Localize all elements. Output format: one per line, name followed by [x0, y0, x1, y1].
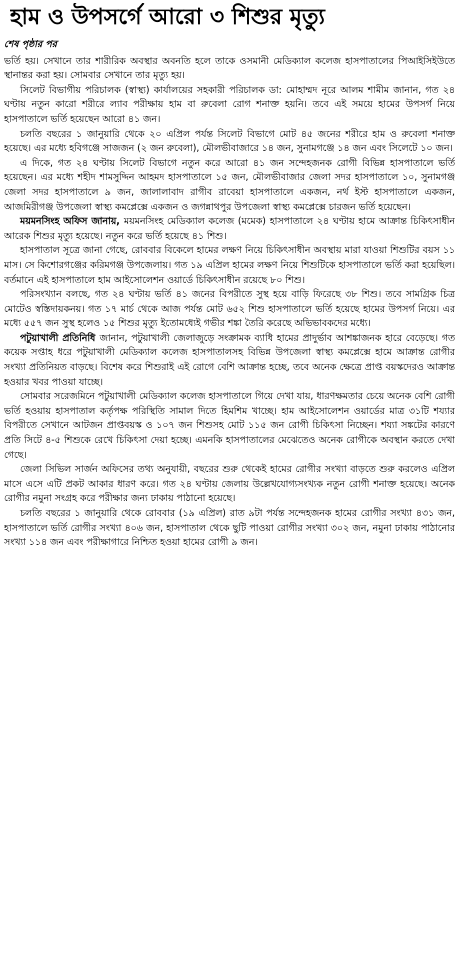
paragraph-text: জেলা সিভিল সার্জন অফিসের তথ্য অনুযায়ী, বছরের শুরু থেকেই হামের রোগীর সংখ্যা বাড়তে শুরু করলেও এপ্রিল মাসে এসে এটি প্রকট আকার ধারণ করে। গত ২৪ ঘণ্টায় জেলায় উল্লেখযোগ্যসংখ্যক নতুন রোগী শনাক্ত হয়েছে। অনেক রোগীর নমুনা সংগ্রহ করে পরীক্ষার জন্য ঢাকায় পাঠানো হয়েছে। — [4, 464, 455, 505]
article-paragraph — [4, 215, 455, 244]
headline: হাম ও উপসর্গে আরো ৩ শিশুর মৃত্যু — [10, 5, 325, 30]
paragraph-text: হাসপাতাল সূত্রে জানা গেছে, রোববার বিকেলে হামের লক্ষণ নিয়ে চিকিৎসাধীন অবস্থায় মারা যাওয়া শিশুটির বয়স ১১ মাস। সে কিশোরগঞ্জের করিমগঞ্জ উপজেলায়। গত ১৯ এপ্রিল হামের লক্ষণ নিয়ে শিশুটিকে হাসপাতালে ভর্তি করা হয়েছিল। বর্তমানে এই হাসপাতালে হাম আইসোলেশন ওয়ার্ডে চিকিৎসাধীন রয়েছে ৮০ শিশু। — [4, 245, 455, 286]
paragraph-text: পরিসংখ্যান বলছে, গত ২৪ ঘণ্টায় ভর্তি ৪১ জনের বিপরীতে সুস্থ হয়ে বাড়ি ফিরেছে ৩৮ শিশু। তবে সামগ্রিক চিত্র মোটেও স্বস্তিদায়কনয়। গত ১৭ মার্চ থেকে আজ পর্যন্ত মোট ৬৫২ শিশু হাসপাতালে ভর্তি হয়েছে হামের উপসর্গ নিয়ে। এর মধ্যে ৫৫৭ জন সুস্থ হলেও ১৫ শিশুর মৃত্যু ইতোমধ্যেই গভীর শঙ্কা তৈরি করেছে অভিভাবকদের মধ্যে। — [4, 289, 455, 330]
paragraph-text: সোমবার সরেজমিনে পটুয়াখালী মেডিক্যাল কলেজ হাসপাতালে গিয়ে দেখা যায়, ধারণক্ষমতার চেয়ে অনেক বেশি রোগী ভর্তি হওয়ায় হাসপাতাল কর্তৃপক্ষ পরিস্থিতি সামাল দিতে হিমশিম খাচ্ছে। হাম আইসোলেশন ওয়ার্ডের মাত্র ৩১টি শয্যার বিপরীতে সেখানে আটজন প্রাপ্তবয়স্ক ও ১০৭ জন শিশুসহ মোট ১১৫ জন রোগী চিকিৎসা নিচ্ছেন। শয্যা সঙ্কটের কারণে প্রতি সিটে ৪-৫ শিশুকে রেখে চিকিৎসা দেয়া হচ্ছে। এমনকি হাসপাতালের মেঝেতেও অনেক রোগীকে অবস্থান করতে দেখা গেছে। — [4, 391, 455, 461]
article-paragraph — [4, 244, 455, 288]
article-paragraph — [4, 463, 455, 507]
article-body — [4, 38, 455, 958]
paragraph-text: চলতি বছরের ১ জানুয়ারি থেকে রোববার (১৯ এপ্রিল) রাত ৯টা পর্যন্ত সন্দেহজনক হামের রোগীর সংখ্যা ৪৩১ জন, হাসপাতালে ভর্তি রোগীর সংখ্যা ৪০৬ জন, হাসপাতাল থেকে ছুটি পাওয়া রোগীর সংখ্যা ৩০২ জন, নমুনা ঢাকায় পাঠানোর সংখ্যা ১১৪ জন এবং পরীক্ষাগারে নিশ্চিত হওয়া হামের রোগী ৯ জন। — [4, 508, 455, 549]
paragraph-text: সিলেট বিভাগীয় পরিচালক (স্বাস্থ্য) কার্যালয়ের সহকারী পরিচালক ডা: মোহাম্মদ নূরে আলম শামীম জানান, গত ২৪ ঘণ্টায় নতুন কারো শরীরে ল্যাব পরীক্ষায় হাম বা রুবেলা রোগ শনাক্ত হয়নি। তবে এই সময়ে হামের উপসর্গ নিয়ে হাসপাতালে ভর্তি হয়েছেন আরো ৪১ জন। — [4, 84, 455, 125]
paragraph-byline: পটুয়াখালী প্রতিনিধি — [20, 332, 100, 344]
article-paragraph — [4, 157, 455, 215]
paragraph-text: ভর্তি হয়। সেখানে তার শারীরিক অবস্থার অবনতি হলে তাকে ওসমানী মেডিক্যাল কলেজ হাসপাতালের পিআইসিইউতে স্থানান্তর করা হয়। সোমবার সেখানে তার মৃত্যু হয়। — [4, 55, 455, 82]
paragraph-text: জানান, পটুয়াখালী জেলাজুড়ে সংক্রামক ব্যাধি হামের প্রাদুর্ভাব আশঙ্কাজনক হারে বেড়েছে। গত কয়েক সপ্তাহ ধরে পটুয়াখালী মেডিক্যাল কলেজ হাসপাতালসহ বিভিন্ন উপজেলা স্বাস্থ্য কমপ্লেক্সে হামে আক্রান্ত রোগীর সংখ্যা প্রতিনিয়ত বাড়ছে। বিশেষ করে শিশুরাই এই রোগে বেশি আক্রান্ত হচ্ছে, তবে অনেক ক্ষেত্রে প্রাপ্ত বয়স্কদেরও আক্রান্ত হওয়ার খবর পাওয়া যাচ্ছে। — [4, 332, 455, 388]
article-paragraph — [4, 332, 455, 390]
paragraph-text: চলতি বছরের ১ জানুয়ারি থেকে ২০ এপ্রিল পর্যন্ত সিলেট বিভাগে মোট ৪৫ জনের শরীরে হাম ও রুবেলা শনাক্ত হয়েছে। এর মধ্যে হবিগঞ্জে সাজজন (২ জন রুবেলা), মৌলভীবাজারে ১৪ জন, সুনামগঞ্জে ১৪ জন এবং সিলেটে ১০ জন। — [4, 128, 455, 155]
paragraph-list — [4, 55, 455, 551]
article-paragraph — [4, 507, 455, 551]
paragraph-text: ময়মনসিংহ মেডিক্যাল কলেজ (মমেক) হাসপাতালে ২৪ ঘণ্টায় হামে আক্রান্ত চিকিৎসাধীন আরেক শিশুর মৃত্যু হয়েছে। নতুন করে ভর্তি হয়েছে ৪১ শিশু। — [4, 216, 455, 242]
article-paragraph — [4, 84, 455, 128]
article-paragraph — [4, 128, 455, 157]
paragraph-byline: ময়মনসিংহ অফিস জানায়, — [20, 216, 124, 228]
article-paragraph — [4, 390, 455, 463]
dateline: শেষ পৃষ্ঠার পর — [4, 39, 57, 50]
paragraph-text: এ দিকে, গত ২৪ ঘণ্টায় সিলেট বিভাগে নতুন করে আরো ৪১ জন সন্দেহজনক রোগী বিভিন্ন হাসপাতালে ভর্তি হয়েছেন। এর মধ্যে শহীদ শামসুদ্দিন আহমদ হাসপাতালে ১৫ জন, মৌলভীবাজার জেলা সদর হাসপাতালে ১০, সুনামগঞ্জ জেলা সদর হাসপাতালে ৯ জন, জালালাবাদ রাগীব রাবেয়া হাসপাতালে একজন, নর্থ ইস্ট হাসপাতালে একজন, আজমিরীগঞ্জ উপজেলা স্বাস্থ্য কমপ্লেক্সে একজন ও জগন্নাথপুর উপজেলা স্বাস্থ্য কমপ্লেক্সে চারজন ভর্তি হয়েছেন। — [4, 157, 455, 213]
article-paragraph — [4, 288, 455, 332]
article-paragraph — [4, 55, 455, 84]
